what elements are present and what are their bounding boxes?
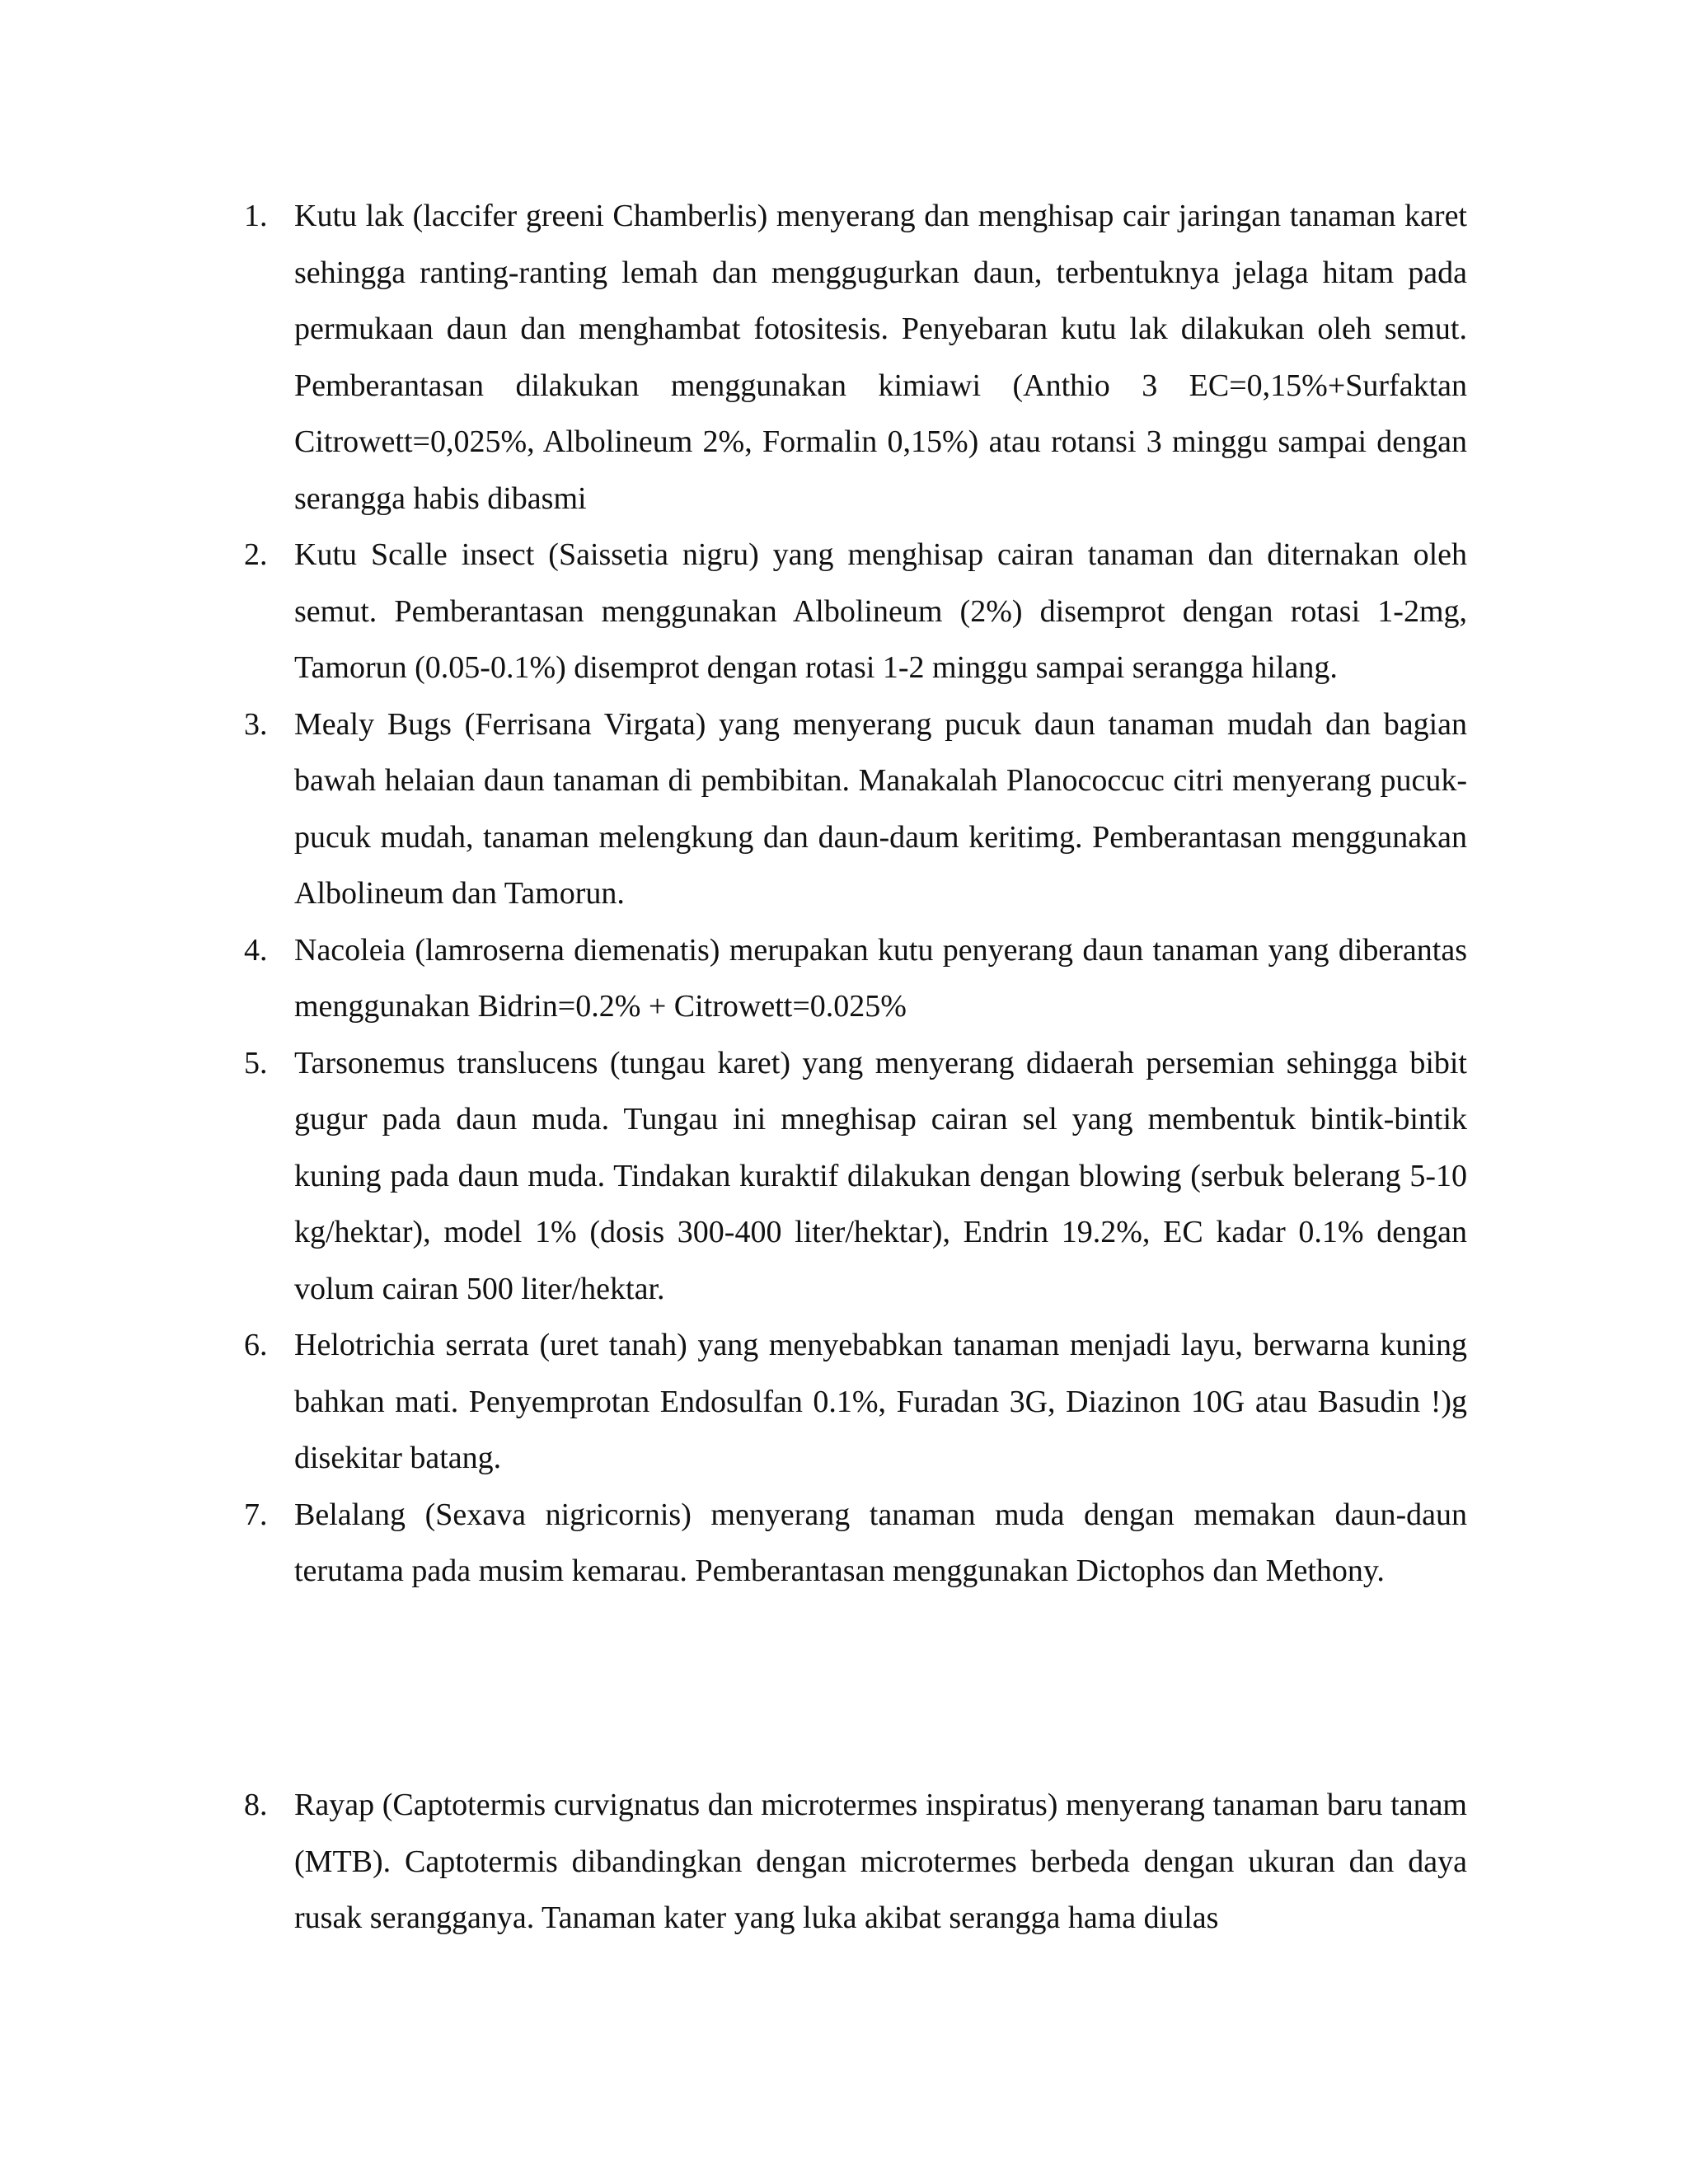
list-item-6: [0, 1317, 1467, 1487]
list-item-8: [0, 1777, 1467, 1947]
list-item-text: Kutu lak (laccifer greeni Chamberlis) menyerang dan menghisap cair jaringan tanaman karet sehingga ranting-ranting lemah dan menggugurkan daun, terbentuknya jelaga hitam pada permukaan daun dan menghambat fotositesis. Penyebaran kutu lak dilakukan oleh semut. Pemberantasan dilakukan menggunakan kimiawi (Anthio 3 EC=0,15%+Surfaktan Citrowett=0,025%, Albolineum 2%, Formalin 0,15%) atau rotansi 3 minggu sampai dengan serangga habis dibasmi: [294, 199, 1467, 516]
list-item-number: 8.: [244, 1788, 268, 1822]
list-item-text: Kutu Scalle insect (Saissetia nigru) yang menghisap cairan tanaman dan diternakan oleh semut. Pemberantasan menggunakan Albolineum (2%) disemprot dengan rotasi 1-2mg, Tamorun (0.05-0.1%) disemprot dengan rotasi 1-2 minggu sampai serangga hilang.: [294, 537, 1467, 685]
list-item-4: [0, 922, 1467, 1035]
list-item-3: [0, 696, 1467, 922]
list-item-text: Mealy Bugs (Ferrisana Virgata) yang menyerang pucuk daun tanaman mudah dan bagian bawah helaian daun tanaman di pembibitan. Manakalah Planococcuc citri menyerang pucuk-pucuk mudah, tanaman melengkung dan daun-daum keritimg. Pemberantasan menggunakan Albolineum dan Tamorun.: [294, 706, 1467, 911]
list-item-number: 3.: [244, 706, 268, 742]
list-item-text: Helotrichia serrata (uret tanah) yang menyebabkan tanaman menjadi layu, berwarna kuning bahkan mati. Penyemprotan Endosulfan 0.1%, Furadan 3G, Diazinon 10G atau Basudin !)g disekitar batang.: [294, 1328, 1467, 1475]
list-item-text: Belalang (Sexava nigricornis) menyerang tanaman muda dengan memakan daun-daun terutama pada musim kemarau. Pemberantasan menggunakan Dictophos dan Methony.: [294, 1497, 1467, 1588]
list-item-text: Tarsonemus translucens (tungau karet) yang menyerang didaerah persemian sehingga bibit gugur pada daun muda. Tungau ini mneghisap cairan sel yang membentuk bintik-bintik kuning pada daun muda. Tindakan kuraktif dilakukan dengan blowing (serbuk belerang 5-10 kg/hektar), model 1% (dosis 300-400 liter/hektar), Endrin 19.2%, EC kadar 0.1% dengan volum cairan 500 liter/hektar.: [294, 1045, 1467, 1306]
list-item-2: [0, 527, 1467, 696]
list-item-number: 1.: [244, 199, 268, 233]
list-item-number: 4.: [244, 932, 268, 968]
numbered-list: [0, 188, 1688, 1600]
list-item-number: 7.: [244, 1497, 268, 1532]
list-item-text: Rayap (Captotermis curvignatus dan microtermes inspiratus) menyerang tanaman baru tanam (MTB). Captotermis dibandingkan dengan microtermes berbeda dengan ukuran dan daya rusak serangganya. Tanaman kater yang luka akibat serangga hama diulas: [294, 1788, 1467, 1935]
list-item-5: [0, 1035, 1467, 1318]
list-item-number: 5.: [244, 1045, 268, 1080]
list-item-1: [0, 188, 1467, 527]
list-item-7: [0, 1487, 1467, 1600]
numbered-list-continued: [0, 1777, 1688, 1947]
list-item-text: Nacoleia (lamroserna diemenatis) merupakan kutu penyerang daun tanaman yang diberantas menggunakan Bidrin=0.2% + Citrowett=0.025%: [294, 932, 1467, 1024]
list-item-number: 2.: [244, 537, 268, 572]
list-item-number: 6.: [244, 1328, 268, 1362]
